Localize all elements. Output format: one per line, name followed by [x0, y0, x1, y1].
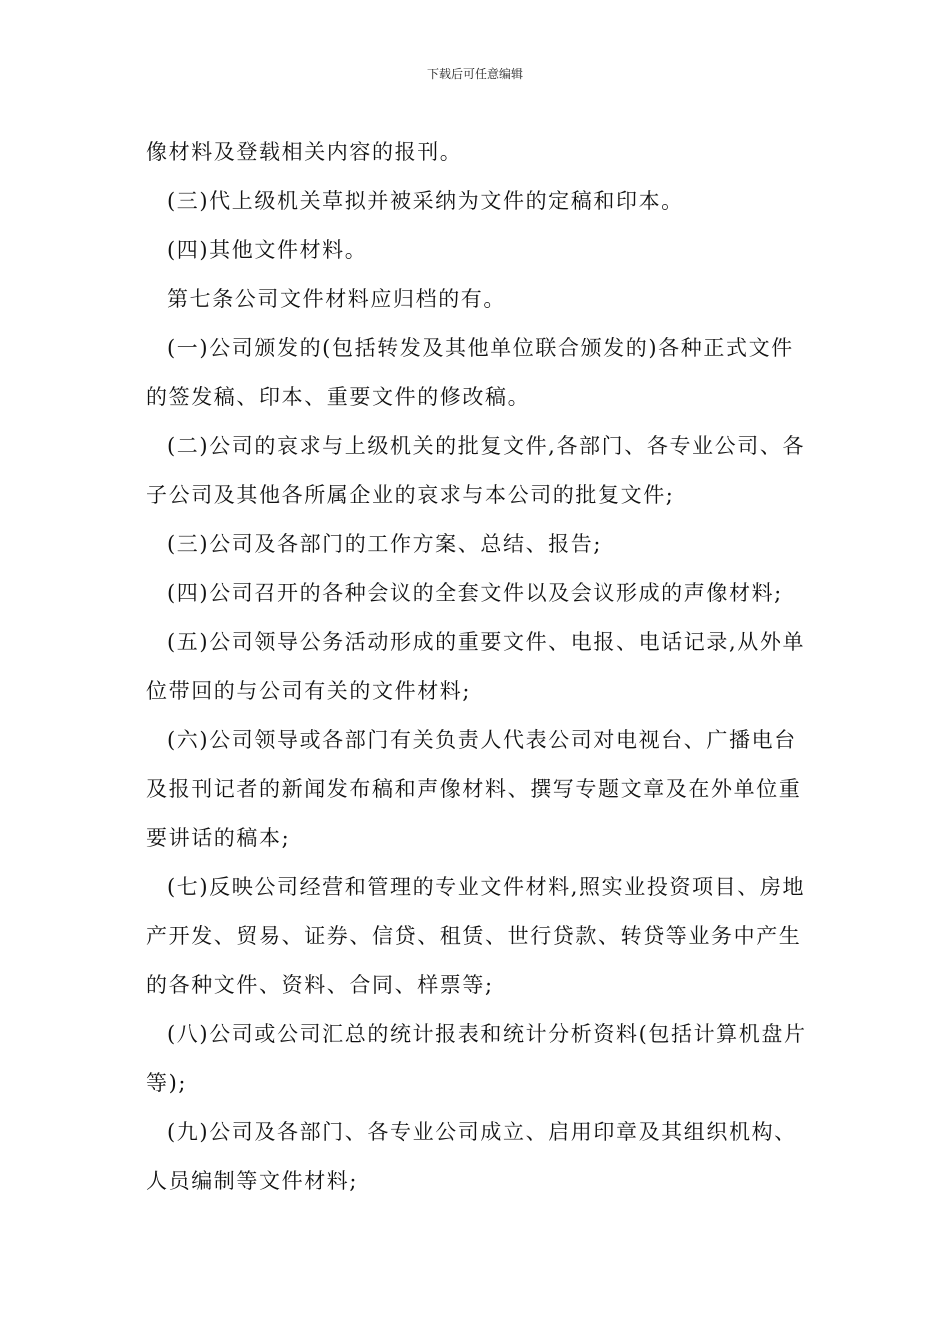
article-7-item-5: (五)公司领导公务活动形成的重要文件、电报、电话记录,从外单位带回的与公司有关的文件材料; [146, 630, 806, 703]
article-7-item-3: (三)公司及各部门的工作方案、总结、报告; [167, 532, 603, 556]
article-7-item-8: (八)公司或公司汇总的统计报表和统计分析资料(包括计算机盘片等); [146, 1022, 807, 1095]
paragraph-item-4: (四)其他文件材料。 [167, 238, 368, 262]
paragraph-continuation: 像材料及登载相关内容的报刊。 [146, 140, 463, 164]
article-7-item-4: (四)公司召开的各种会议的全套文件以及会议形成的声像材料; [167, 581, 783, 605]
page-header: 下载后可任意编辑 [426, 67, 523, 81]
article-7-item-1: (一)公司颁发的(包括转发及其他单位联合颁发的)各种正式文件的签发稿、印本、重要文件的修改稿。 [146, 336, 794, 409]
article-7-item-2: (二)公司的哀求与上级机关的批复文件,各部门、各专业公司、各子公司及其他各所属企业的哀求与本公司的批复文件; [146, 434, 806, 507]
document-body [146, 128, 814, 1206]
article-7-heading: 第七条公司文件材料应归档的有。 [167, 287, 506, 311]
article-7-item-9: (九)公司及各部门、各专业公司成立、启用印章及其组织机构、人员编制等文件材料; [146, 1120, 797, 1193]
article-7-item-6: (六)公司领导或各部门有关负责人代表公司对电视台、广播电台及报刊记者的新闻发布稿和声像材料、撰写专题文章及在外单位重要讲话的稿本; [146, 728, 802, 850]
paragraph-item-3: (三)代上级机关草拟并被采纳为文件的定稿和印本。 [167, 189, 684, 213]
article-7-item-7: (七)反映公司经营和管理的专业文件材料,照实业投资项目、房地产开发、贸易、证券、信贷、租赁、世行贷款、转贷等业务中产生的各种文件、资料、合同、样票等; [146, 875, 806, 997]
